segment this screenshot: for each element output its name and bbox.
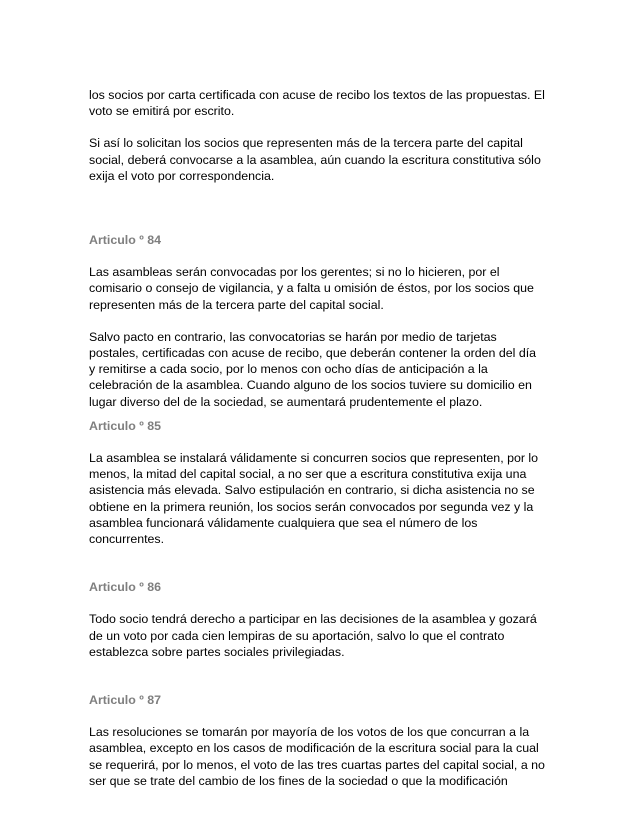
paragraph-86-derecho-voto: Todo socio tendrá derecho a participar en las decisiones de la asamblea y gozará de un voto por cada cien lempiras de su aportación, salvo lo que el contrato establezca sobre partes sociales privilegiadas. bbox=[89, 612, 537, 659]
paragraph-tercera-parte: Si así lo solicitan los socios que representen más de la tercera parte del capital social, deberá convocarse a la asamblea, aún cuando la escritura constitutiva sólo exija el voto por correspondencia. bbox=[89, 136, 541, 183]
paragraph-85-instalacion: La asamblea se instalará válidamente si concurren socios que representen, por lo menos, la mitad del capital social, a no ser que a escritura constitutiva exija una asistencia más elevada. Salvo estipulación en contrario, si dicha asistencia no se obtiene en la primera reunión, los socios serán convocados por segunda vez y la asamblea funcionará válidamente cualquiera que sea el número de los concurrentes. bbox=[89, 451, 539, 547]
heading-articulo-85: Articulo º 85 bbox=[89, 418, 162, 433]
heading-articulo-87: Articulo º 87 bbox=[89, 693, 162, 708]
heading-articulo-84: Articulo º 84 bbox=[89, 233, 162, 248]
paragraph-84-convocatoria: Las asambleas serán convocadas por los gerentes; si no lo hicieren, por el comisario o consejo de vigilancia, y a falta u omisión de éstos, por los socios que representen más de la tercera parte del capital social. bbox=[89, 265, 534, 312]
paragraph-87-resoluciones: Las resoluciones se tomarán por mayoría de los votos de los que concurran a la asamblea, excepto en los casos de modificación de la escritura social para la cual se requerirá, por lo menos, el voto de las tres cuartas partes del capital social, a no ser que se trate del cambio de los fines de la sociedad o que la modificación bbox=[89, 725, 545, 788]
paragraph-carta-certificada: los socios por carta certificada con acuse de recibo los textos de las propuestas. El voto se emitirá por escrito. bbox=[89, 88, 545, 119]
document-body bbox=[89, 87, 559, 789]
heading-articulo-86: Articulo º 86 bbox=[89, 580, 162, 595]
paragraph-84-tarjetas: Salvo pacto en contrario, las convocatorias se harán por medio de tarjetas postales, certificadas con acuse de recibo, que deberán contener la orden del día y remitirse a cada socio, por lo menos con ocho días de anticipación a la celebración de la asamblea. Cuando alguno de los socios tuviere su domicilio en lugar diverso del de la sociedad, se aumentará prudentemente el plazo. bbox=[89, 329, 537, 409]
